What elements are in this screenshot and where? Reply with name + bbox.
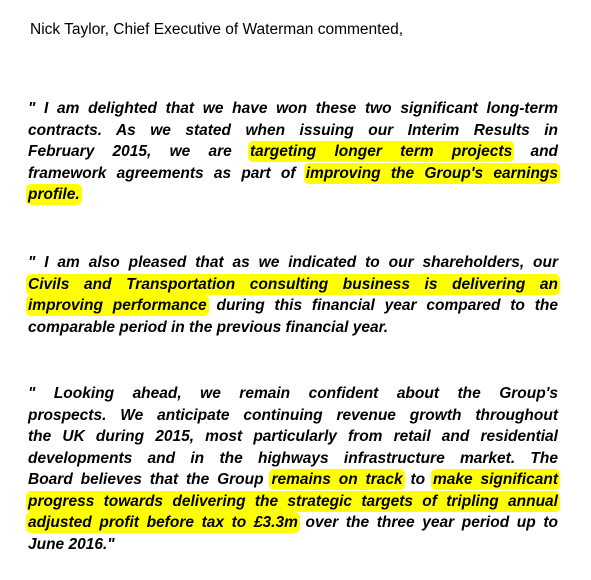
quote-paragraph-1: [28, 98, 558, 206]
quote-text: and: [512, 143, 558, 160]
quote-line: [28, 184, 558, 206]
quote-line: [28, 534, 558, 556]
quote-line: [28, 98, 558, 120]
quote-text: Board believes that the Group: [28, 471, 272, 488]
quote-text: over the three year period up to: [297, 514, 559, 531]
quote-line: [28, 383, 558, 405]
quote-paragraph-2: [28, 252, 558, 338]
quote-line: [28, 295, 558, 317]
quote-text: " I am delighted that we have won these two significant long-term: [28, 100, 558, 117]
quote-line: [28, 426, 558, 448]
highlighted-text: Civils and Transportation consulting business is delivering an: [28, 275, 558, 293]
quote-text: the UK during 2015, most particularly from retail and residential: [28, 428, 558, 445]
quote-paragraph-3: [28, 383, 558, 555]
quote-text: " I am also pleased that as we indicated to our shareholders, our: [28, 254, 558, 271]
quote-text: during this financial year compared to the: [206, 297, 558, 314]
quote-line: [28, 448, 558, 470]
quote-text: prospects. We anticipate continuing revenue growth throughout: [28, 406, 558, 424]
quote-text: framework agreements as part of: [28, 164, 306, 182]
quote-text: developments and in the highways infrastructure market. The: [28, 449, 558, 467]
quote-line: [28, 163, 558, 185]
quote-line: [28, 469, 558, 491]
highlighted-text: make significant: [432, 471, 558, 488]
quote-line: [28, 252, 558, 274]
quote-line: [28, 317, 558, 339]
highlighted-text: profile.: [28, 186, 80, 203]
highlighted-text: targeting longer term projects: [249, 143, 513, 160]
highlighted-text: progress towards delivering the strategic targets of tripling annual: [28, 492, 558, 510]
intro-line: Nick Taylor, Chief Executive of Waterman commented,: [30, 21, 404, 38]
quote-line: [28, 405, 558, 427]
quote-line: [28, 274, 558, 296]
quote-line: [28, 512, 558, 534]
highlighted-text: remains on track: [271, 471, 403, 488]
quote-text: comparable period in the previous financial year.: [28, 318, 389, 336]
quote-line: [28, 141, 558, 163]
quote-text: " Looking ahead, we remain confident about the Group's: [28, 385, 558, 402]
highlighted-text: improving the Group's earnings: [305, 164, 559, 182]
quote-line: [28, 491, 558, 513]
quote-text: to: [402, 471, 433, 488]
quote-text: June 2016.": [28, 535, 115, 553]
quote-text: February 2015, we are: [28, 143, 250, 160]
quote-text: contracts. As we stated when issuing our Interim Results in: [28, 121, 558, 139]
highlighted-text: improving performance: [28, 297, 207, 314]
quote-line: [28, 120, 558, 142]
highlighted-text: adjusted profit before tax to £3.3m: [28, 514, 298, 531]
